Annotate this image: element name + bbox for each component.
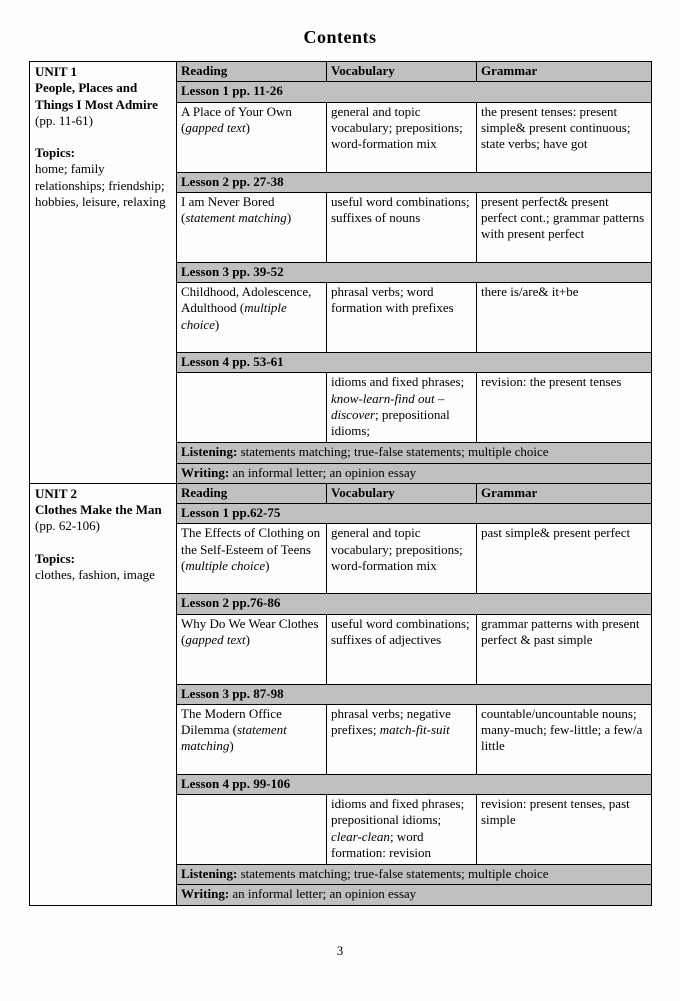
writing-row bbox=[177, 463, 652, 483]
vocabulary-cell bbox=[327, 373, 477, 443]
text-segment: Writing: bbox=[181, 464, 230, 480]
reading-cell bbox=[177, 704, 327, 774]
vocabulary-cell bbox=[327, 795, 477, 865]
unit-title: People, Places and Things I Most Admire bbox=[35, 80, 158, 112]
column-header-vocabulary: Vocabulary bbox=[327, 62, 477, 82]
text-segment: multiple choice bbox=[185, 557, 266, 573]
text-segment: ; word formation: revision bbox=[331, 828, 432, 860]
text-segment: Listening: bbox=[181, 866, 238, 881]
reading-cell bbox=[177, 192, 327, 262]
unit-label: UNIT 1 bbox=[35, 64, 78, 79]
text-segment: Childhood, Adolescence, Adulthood ( bbox=[181, 284, 312, 316]
text-segment: revision: the present tenses bbox=[481, 374, 622, 390]
column-header-vocabulary: Vocabulary bbox=[327, 483, 477, 503]
column-header-grammar: Grammar bbox=[477, 483, 652, 503]
text-segment: phrasal verbs; negative prefixes; bbox=[331, 705, 451, 737]
text-segment: Lesson 1 pp.62-75 bbox=[181, 505, 281, 520]
text-segment: general and topic vocabulary; prepositions; word-formation mix bbox=[331, 103, 463, 151]
lesson-header bbox=[177, 594, 652, 614]
unit-2-info-cell bbox=[30, 483, 177, 905]
text-segment: Lesson 3 pp. 39-52 bbox=[181, 263, 284, 279]
grammar-cell bbox=[477, 373, 652, 443]
vocabulary-cell bbox=[327, 192, 477, 262]
reading-cell bbox=[177, 373, 327, 443]
lesson-header bbox=[177, 262, 652, 282]
text-segment: an informal letter; an opinion essay bbox=[229, 464, 417, 480]
text-segment: Lesson 2 pp. 27-38 bbox=[181, 173, 284, 189]
lesson-header bbox=[177, 82, 652, 102]
text-segment: The Effects of Clothing on the Self-Esteem of Teens ( bbox=[181, 525, 321, 573]
reading-cell bbox=[177, 614, 327, 684]
text-segment: gapped text bbox=[185, 631, 246, 647]
text-segment: gapped text bbox=[185, 119, 246, 135]
text-segment: statement matching bbox=[185, 210, 287, 225]
contents-tables-container bbox=[29, 61, 651, 906]
text-segment: I am Never Bored ( bbox=[181, 193, 275, 225]
listening-row bbox=[177, 443, 652, 463]
vocabulary-cell bbox=[327, 614, 477, 684]
reading-cell bbox=[177, 795, 327, 865]
topics-text: home; family relationships; friendship; hobbies, leisure, relaxing bbox=[35, 161, 166, 209]
lesson-header bbox=[177, 774, 652, 794]
grammar-cell bbox=[477, 795, 652, 865]
text-segment: match-fit-suit bbox=[379, 722, 450, 737]
lesson-header bbox=[177, 172, 652, 192]
grammar-cell bbox=[477, 283, 652, 353]
listening-row bbox=[177, 865, 652, 885]
text-segment: Listening: bbox=[181, 444, 238, 460]
text-segment: grammar patterns with present perfect & past simple bbox=[481, 615, 640, 647]
text-segment: The Modern Office Dilemma ( bbox=[181, 705, 282, 737]
grammar-cell bbox=[477, 524, 652, 594]
spacer bbox=[35, 129, 171, 145]
text-segment: an informal letter; an opinion essay bbox=[229, 886, 417, 902]
lesson-header bbox=[177, 684, 652, 704]
text-segment: ) bbox=[265, 557, 270, 573]
unit-label: UNIT 2 bbox=[35, 485, 78, 501]
reading-cell bbox=[177, 524, 327, 594]
text-segment: ) bbox=[229, 738, 234, 754]
text-segment: general and topic vocabulary; prepositions; word-formation mix bbox=[331, 525, 463, 573]
text-segment: multiple choice bbox=[181, 300, 287, 332]
text-segment: phrasal verbs; word formation with prefixes bbox=[331, 284, 454, 316]
text-segment: there is/are& it+be bbox=[481, 284, 579, 299]
unit-pages: (pp. 11-61) bbox=[35, 112, 94, 128]
grammar-cell bbox=[477, 614, 652, 684]
text-segment: revision: present tenses, past simple bbox=[481, 796, 630, 828]
writing-row bbox=[177, 885, 652, 905]
lesson-header bbox=[177, 504, 652, 524]
page-title: Contents bbox=[303, 27, 377, 47]
unit-2-table bbox=[29, 483, 652, 906]
unit-pages: (pp. 62-106) bbox=[35, 518, 100, 534]
topics-label: Topics: bbox=[35, 145, 75, 160]
text-segment: ) bbox=[286, 210, 292, 225]
text-segment: statements matching; true-false statements; multiple choice bbox=[237, 444, 549, 460]
lesson-header bbox=[177, 353, 652, 373]
text-segment: know-learn-find out –discover bbox=[331, 390, 445, 422]
reading-cell bbox=[177, 283, 327, 353]
column-header-reading: Reading bbox=[177, 62, 327, 82]
text-segment: countable/uncountable nouns; many-much; few-little; a few/a little bbox=[481, 705, 643, 754]
topics-text: clothes, fashion, image bbox=[35, 566, 155, 582]
column-header-grammar: Grammar bbox=[477, 62, 652, 82]
text-segment: present perfect& present perfect cont.; grammar patterns with present perfect bbox=[481, 193, 645, 242]
grammar-cell bbox=[477, 102, 652, 172]
text-segment: Writing: bbox=[181, 886, 230, 902]
text-segment: past simple& present perfect bbox=[481, 525, 631, 541]
spacer bbox=[35, 535, 171, 551]
text-segment: useful word combinations; suffixes of adjectives bbox=[331, 615, 470, 647]
text-segment: idioms and fixed phrases; prepositional idioms; bbox=[331, 796, 465, 828]
grammar-cell bbox=[477, 704, 652, 774]
text-segment: Lesson 1 pp. 11-26 bbox=[181, 83, 283, 99]
text-segment: idioms and fixed phrases; bbox=[331, 374, 465, 390]
reading-cell bbox=[177, 102, 327, 172]
unit-title: Clothes Make the Man bbox=[35, 502, 162, 517]
unit-1-table bbox=[29, 61, 652, 484]
text-segment: ) bbox=[245, 119, 250, 135]
text-segment: useful word combinations; suffixes of nouns bbox=[331, 193, 470, 225]
topics-label: Topics: bbox=[35, 550, 75, 566]
vocabulary-cell bbox=[327, 102, 477, 172]
vocabulary-cell bbox=[327, 283, 477, 353]
vocabulary-cell bbox=[327, 704, 477, 774]
page-number: 3 bbox=[336, 943, 344, 958]
text-segment: Lesson 2 pp.76-86 bbox=[181, 595, 281, 611]
grammar-cell bbox=[477, 192, 652, 262]
text-segment: ) bbox=[214, 316, 220, 332]
text-segment: statement matching bbox=[181, 722, 287, 754]
text-segment: Lesson 3 pp. 87-98 bbox=[181, 685, 284, 701]
text-segment: Lesson 4 pp. 99-106 bbox=[181, 775, 291, 791]
vocabulary-cell bbox=[327, 524, 477, 594]
text-segment: A Place of Your Own ( bbox=[181, 103, 292, 135]
unit-1-info-cell bbox=[30, 62, 177, 484]
text-segment: clear-clean bbox=[331, 828, 390, 844]
text-segment: ) bbox=[245, 631, 250, 647]
column-header-reading: Reading bbox=[177, 483, 327, 503]
text-segment: ; prepositional idioms; bbox=[331, 406, 450, 438]
text-segment: Why Do We Wear Clothes ( bbox=[181, 615, 319, 647]
text-segment: the present tenses: present simple& present continuous; state verbs; have got bbox=[481, 103, 631, 151]
text-segment: Lesson 4 pp. 53-61 bbox=[181, 354, 284, 369]
text-segment: statements matching; true-false statements; multiple choice bbox=[237, 866, 549, 881]
